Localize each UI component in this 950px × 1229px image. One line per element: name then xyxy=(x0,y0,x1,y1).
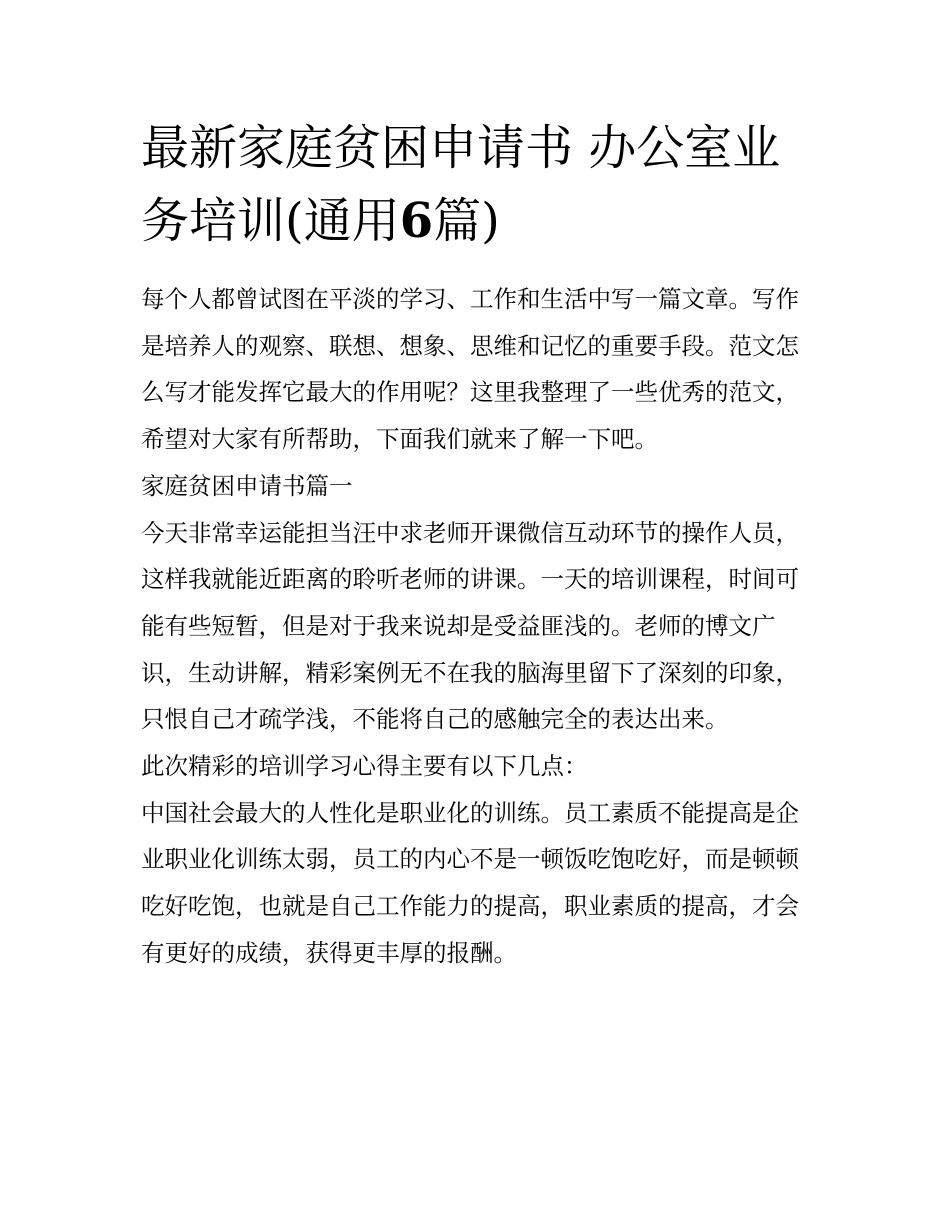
document-title xyxy=(141,112,813,258)
body-paragraph: 中国社会最大的人性化是职业化的训练。员工素质不能提高是企业职业化训练太弱，员工的内心不是一顿饭吃饱吃好，而是顿顿吃好吃饱，也就是自己工作能力的提高，职业素质的提高，才会有更好的成绩，获得更丰厚的报酬。 xyxy=(141,798,799,967)
title-text-part2: 篇) xyxy=(433,193,500,249)
document-content xyxy=(141,112,813,977)
body-paragraph: 今天非常幸运能担当汪中求老师开课微信互动环节的操作人员，这样我就能近距离的聆听老师的讲课。一天的培训课程，时间可能有些短暂，但是对于我来说却是受益匪浅的。老师的博文广识，生动讲解，精彩案例无不在我的脑海里留下了深刻的印象，只恨自己才疏学浅，不能将自己的感触完全的表达出来。 xyxy=(141,518,799,734)
intro-paragraph: 每个人都曾试图在平淡的学习、工作和生活中写一篇文章。写作是培养人的观察、联想、想象、思维和记忆的重要手段。范文怎么写才能发挥它最大的作用呢？这里我整理了一些优秀的范文，希望对大家有所帮助，下面我们就来了解一下吧。 xyxy=(141,285,799,454)
body-paragraph: 此次精彩的培训学习心得主要有以下几点： xyxy=(141,752,588,781)
title-text-part1: 最新家庭贫困申请书 办公室业务培训(通用 xyxy=(141,120,781,249)
section-heading: 家庭贫困申请书篇一 xyxy=(141,471,353,500)
document-body xyxy=(141,276,813,977)
title-number: 6 xyxy=(399,193,434,249)
